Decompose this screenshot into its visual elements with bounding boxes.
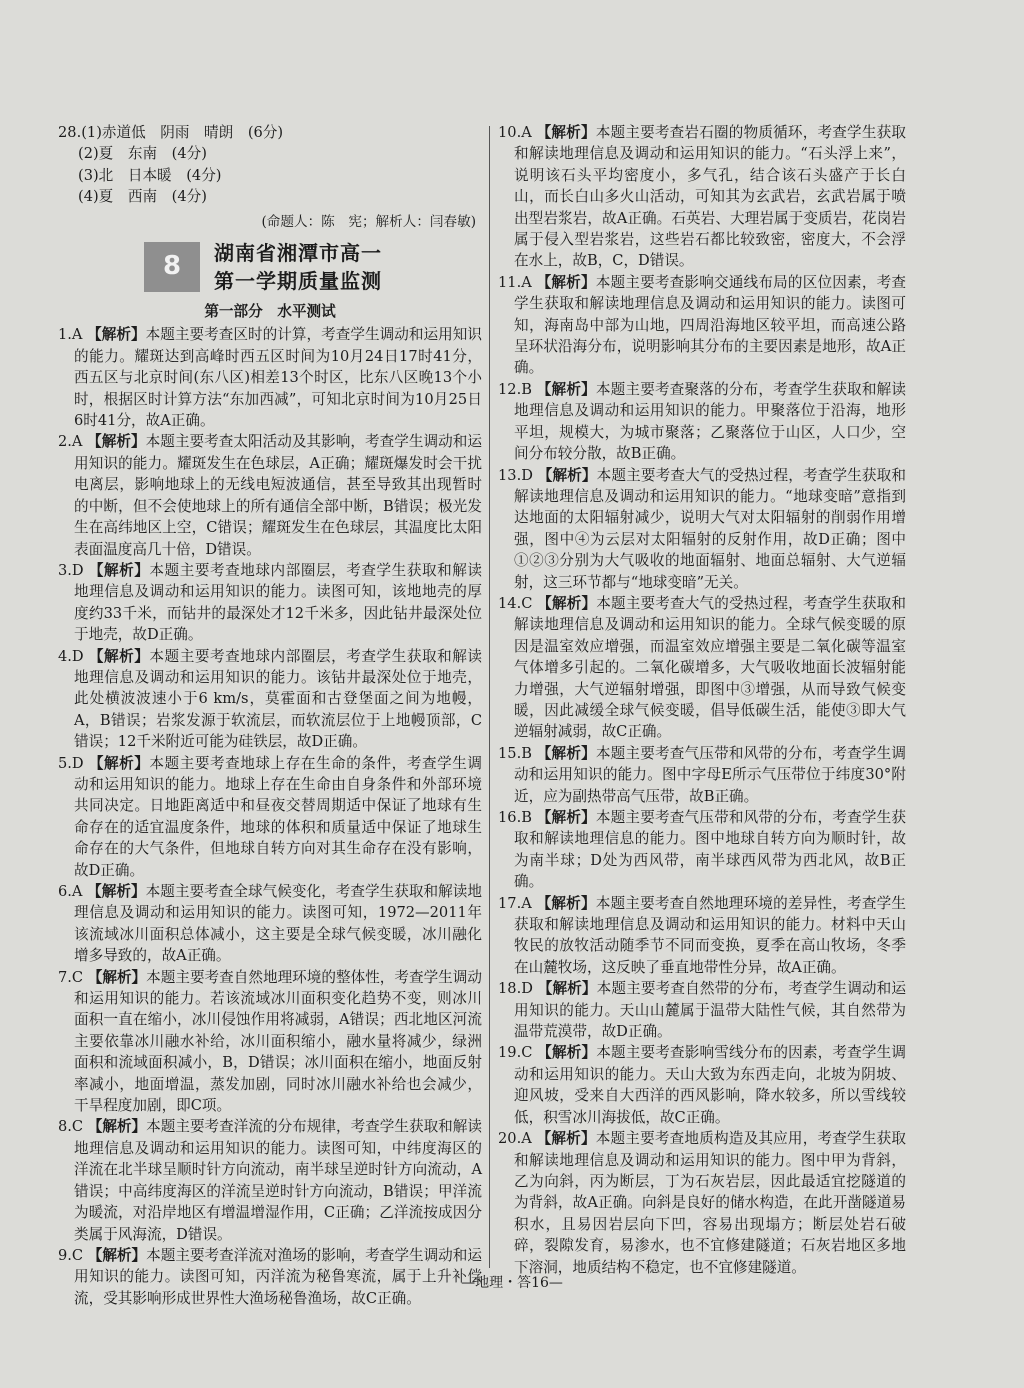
right-answer-list [498,122,906,1278]
answer-item [58,1116,482,1244]
answer-text: 本题主要考查聚落的分布，考查学生获取和解读地理信息及调动和运用知识的能力。甲聚落位于沿海，地形平坦，规模大，为城市聚落；乙聚落位于山区，人口少，空间分布较分散，故B正确。 [514,380,906,463]
answer-number: 1.A [58,326,83,344]
answer-text: 本题主要考查太阳活动及其影响，考查学生调动和运用知识的能力。耀斑发生在色球层，A正确；耀斑爆发时会干扰电离层，影响地球上的无线电短波通信，甚至导致其出现暂时的中断，但不会使地球上的所有通信全部中断，B错误；极光发生在高纬地区上空，C错误；耀斑发生在色球层，其温度比太阳表面温度高几十倍，D错误。 [74,433,482,558]
answer-item [498,978,906,1042]
answer-text: 本题主要考查气压带和风带的分布，考查学生获取和解读地理信息的能力。图中地球自转方向为顺时针，故为南半球；D处为西风带，南半球西风带为西北风，故B正确。 [514,809,906,891]
answer-text: 本题主要考查大气的受热过程，考查学生获取和解读地理信息及调动和运用知识的能力。全球气候变暖的原因是温室效应增强，而温室效应增强主要是二氧化碳等温室气体增多引起的。二氧化碳增多，大气吸收地面长波辐射能力增强，大气逆辐射增强，即图中③增强，从而导致气候变暖，因此减缓全球气候变暖，倡导低碳生活，能使③即大气逆辐射减弱，故C正确。 [514,594,906,741]
analysis-tag: 【解析】 [536,1130,596,1148]
analysis-tag: 【解析】 [88,647,150,665]
answer-item [58,881,482,967]
banner-title-line-2: 第一学期质量监测 [214,269,382,294]
left-answer-list [58,324,482,1309]
analysis-tag: 【解析】 [88,754,150,772]
answer-text: 本题主要考查地球上存在生命的条件，考查学生调动和运用知识的能力。地球上存在生命由自身条件和外部环境共同决定。日地距离适中和昼夜交替周期适中保证了地球有生命存在的适宜温度条件，地球的体积和质量适中保证了地球生命存在的大气条件，但地球自转方向对其生命存在没有影响，故D正确。 [74,754,482,879]
banner-title-line-1: 湖南省湘潭市高一 [214,241,382,266]
analysis-tag: 【解析】 [537,1044,597,1062]
analysis-tag: 【解析】 [536,380,596,398]
answer-number: 4.D [58,647,84,665]
analysis-tag: 【解析】 [537,980,597,998]
q28-line-1: (1)赤道低 阴雨 晴朗 (6分) [81,124,284,141]
page-footer: —地理・答16— [461,1275,563,1291]
answer-number: 15.B [498,744,532,762]
answer-item [498,122,906,272]
analysis-tag: 【解析】 [87,326,146,344]
answer-number: 7.C [58,968,84,986]
answer-number: 11.A [498,273,532,291]
answer-number: 5.D [58,754,84,772]
analysis-tag: 【解析】 [536,124,596,141]
answer-text: 本题主要考查地球内部圈层，考查学生获取和解读地理信息及调动和运用知识的能力。读图可知，该地地壳的厚度约33千米，而钻井的最深处才12千米多，因此钻井最深处位于地壳，故D正确。 [74,561,482,644]
answer-item [58,967,482,1117]
answer-text: 本题主要考查自然地理环境的整体性，考查学生调动和运用知识的能力。若该流域冰川面积变化趋势不变，则冰川面积一直在缩小，冰川侵蚀作用将减弱，A错误；西北地区河流主要依靠冰川融水补给，冰川面积缩小，融水量将减少，绿洲面积和流域面积减小，B，D错误；冰川面积在缩小，地面反射率减小，地面增温，蒸发加剧，同时冰川融水补给也会减少，干旱程度加剧，即C项。 [74,968,482,1115]
answer-item [498,379,906,465]
left-column [58,122,482,1309]
answer-text: 本题主要考查影响交通线布局的区位因素，考查学生获取和解读地理信息及调动和运用知识的能力。读图可知，海南岛中部为山地，四周沿海地区较平坦，而高速公路呈环状沿海分布，说明影响其分布的主要因素是地形，故A正确。 [514,273,906,377]
answer-text: 本题主要考查地球内部圈层，考查学生获取和解读地理信息及调动和运用知识的能力。该钻井最深处位于地壳，此处横波波速小于6 km/s，莫霍面和古登堡面之间为地幔，A，B错误；岩浆发源于软流层，而软流层位于上地幔顶部，C错误；12千米附近可能为硅铁层，故D正确。 [74,647,482,751]
answer-item [498,743,906,807]
answer-item [498,593,906,743]
answer-item [58,646,482,753]
analysis-tag: 【解析】 [536,894,596,912]
answer-text: 本题主要考查岩石圈的物质循环，考查学生获取和解读地理信息及调动和运用知识的能力。“石头浮上来”，说明该石头平均密度小，多气孔，结合该石头盛产于长白山，而长白山多火山活动，可知其为玄武岩，玄武岩属于喷出型岩浆岩，故A正确。石英岩、大理岩属于变质岩，花岗岩属于侵入型岩浆岩，这些岩石都比较致密，密度大，不会浮在水上，故B，C，D错误。 [514,124,906,270]
answer-item [498,272,906,379]
answer-number: 13.D [498,466,533,484]
answer-number: 14.C [498,594,533,612]
analysis-tag: 【解析】 [87,433,146,451]
answer-item [498,1128,906,1278]
section-heading: 第一部分 水平测试 [204,303,336,321]
answer-text: 本题主要考查自然地理环境的差异性，考查学生获取和解读地理信息及调动和运用知识的能力。材料中天山牧民的放牧活动随季节不同而变换，夏季在高山牧场，冬季在山麓牧场，这反映了垂直地带性分异，故A正确。 [514,894,906,976]
answer-number: 17.A [498,894,532,912]
answer-text: 本题主要考查大气的受热过程，考查学生获取和解读地理信息及调动和运用知识的能力。“地球变暗”意指到达地面的太阳辐射减少，说明大气对太阳辐射的削弱作用增强，图中④为云层对太阳辐射的反射作用，故D正确；图中①②③分别为大气吸收的地面辐射、地面总辐射、大气逆辐射，这三环节都与“地球变暗”无关。 [514,466,906,591]
answer-text: 本题主要考查区时的计算，考查学生调动和运用知识的能力。耀斑达到高峰时西五区时间为10月24日17时41分，西五区与北京时间(东八区)相差13个时区，比东八区晚13个小时，根据区时计算方法“东加西减”，可知北京时间为10月25日6时41分，故A正确。 [74,326,482,430]
answer-number: 10.A [498,124,532,141]
answer-text: 本题主要考查洋流对渔场的影响，考查学生调动和运用知识的能力。读图可知，丙洋流为秘鲁寒流，属于上升补偿流，受其影响形成世界性大渔场秘鲁渔场，故C正确。 [74,1246,482,1307]
analysis-tag: 【解析】 [537,466,597,484]
answer-text: 本题主要考查自然带的分布，考查学生调动和运用知识的能力。天山山麓属于温带大陆性气候，其自然带为温带荒漠带，故D正确。 [514,980,906,1041]
analysis-tag: 【解析】 [87,968,147,986]
answer-item [58,560,482,646]
answer-number: 2.A [58,433,83,451]
right-column [498,122,906,1278]
analysis-tag: 【解析】 [537,594,597,612]
answer-item [498,465,906,593]
answer-number: 3.D [58,561,84,579]
q28-line-4: (4)夏 西南 (4分) [78,188,207,206]
answer-text: 本题主要考查全球气候变化，考查学生获取和解读地理信息及调动和运用知识的能力。读图可知，1972—2011年该流域冰川面积总体减小，这主要是全球气候变暖，冰川融化增多导致的，故A正确。 [74,883,482,965]
q28-line-2: (2)夏 东南 (4分) [78,145,207,163]
author-credit: (命题人：陈 宪；解析人：闫春敏) [261,213,476,230]
answer-item [498,893,906,979]
answer-text: 本题主要考查地质构造及其应用，考查学生获取和解读地理信息及调动和运用知识的能力。图中甲为背斜，乙为向斜，丙为断层，丁为石灰岩层，因此最适宜挖隧道的为背斜，故A正确。向斜是良好的储水构造，在此开凿隧道易积水，且易因岩层向下凹，容易出现塌方；断层处岩石破碎，裂隙发育，易渗水，也不宜修建隧道；石灰岩地区多地下溶洞，地质结构不稳定，也不宜修建隧道。 [514,1130,906,1276]
answer-number: 6.A [58,883,83,900]
answer-number: 16.B [498,809,532,826]
answer-item [58,753,482,881]
analysis-tag: 【解析】 [88,561,150,579]
answer-number: 18.D [498,980,533,998]
question-28-answer [58,122,482,208]
answer-number: 20.A [498,1130,532,1148]
q28-line-3: (3)北 日本暖 (4分) [78,166,222,184]
analysis-tag: 【解析】 [87,1246,147,1264]
section-banner [144,237,482,297]
analysis-tag: 【解析】 [536,809,596,826]
banner-title [214,239,382,295]
answer-number: 19.C [498,1044,533,1062]
answer-number: 9.C [58,1246,84,1264]
analysis-tag: 【解析】 [87,1118,147,1136]
answer-item [498,807,906,893]
answer-item [498,1042,906,1128]
analysis-tag: 【解析】 [87,883,146,900]
q28-label: 28. [58,124,82,141]
analysis-tag: 【解析】 [536,744,596,762]
answer-text: 本题主要考查影响雪线分布的因素，考查学生调动和运用知识的能力。天山大致为东西走向，北坡为阴坡、迎风坡，受来自大西洋的西风影响，降水较多，所以雪线较低，积雪冰川海拔低，故C正确。 [514,1044,906,1126]
answer-text: 本题主要考查气压带和风带的分布，考查学生调动和运用知识的能力。图中字母E所示气压带位于纬度30°附近，应为副热带高气压带，故B正确。 [514,744,906,805]
answer-item [58,431,482,559]
answer-number: 12.B [498,380,532,398]
analysis-tag: 【解析】 [536,273,596,291]
answer-text: 本题主要考查洋流的分布规律，考查学生获取和解读地理信息及调动和运用知识的能力。读图可知，中纬度海区的洋流在北半球呈顺时针方向流动，南半球呈逆时针方向流动，A错误；中高纬度海区的洋流呈逆时针方向流动，B错误；甲洋流为暖流，对沿岸地区有增温增湿作用，C正确；乙洋流按成因分类属于风海流，D错误。 [74,1118,482,1243]
answer-number: 8.C [58,1118,84,1136]
answer-item [58,324,482,431]
paper-number-badge: 8 [144,242,200,292]
column-divider [489,126,490,1268]
